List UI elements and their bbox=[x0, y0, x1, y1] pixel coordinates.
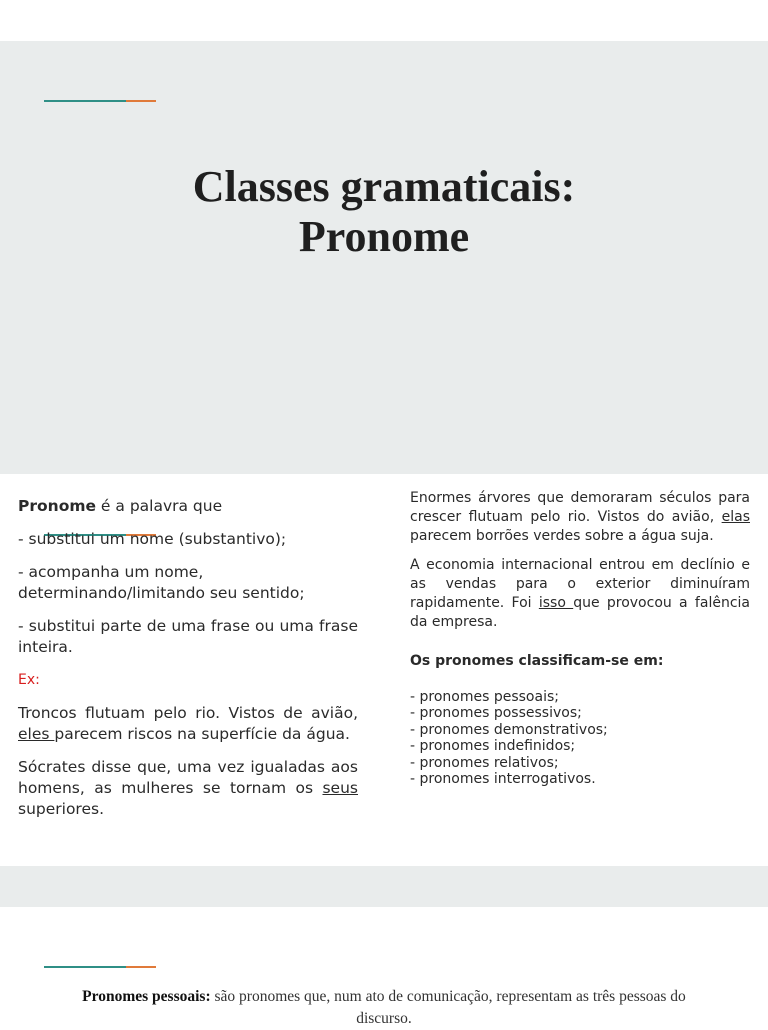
example-sentence: Sócrates disse que, uma vez igualadas aos homens, as mulheres se tornam os seus superiores. bbox=[18, 758, 358, 818]
slide-separator bbox=[0, 866, 768, 907]
personal-pronouns-definition: Pronomes pessoais: são pronomes que, num ato de comunicação, representam as três pessoas do discurso. bbox=[82, 988, 686, 1027]
definition-column bbox=[18, 496, 358, 832]
definition-item: - substitui parte de uma frase ou uma frase inteira. bbox=[18, 617, 358, 656]
example-sentence: Troncos flutuam pelo rio. Vistos de avião, eles parecem riscos na superfície da água. bbox=[18, 704, 358, 743]
definition-item: - substitui um nome (substantivo); bbox=[18, 530, 287, 548]
example-label: Ex: bbox=[18, 672, 40, 688]
slide3-accent-line bbox=[44, 966, 156, 968]
underlined-pronoun: isso bbox=[538, 595, 574, 611]
title-line-2: Pronome bbox=[298, 212, 470, 261]
title-accent-line bbox=[44, 100, 156, 102]
slide-title bbox=[0, 162, 768, 262]
definition-item: - acompanha um nome, determinando/limitando seu sentido; bbox=[18, 563, 305, 602]
underlined-pronoun: seus bbox=[322, 779, 358, 797]
underlined-pronoun: elas bbox=[721, 509, 750, 525]
list-item: - pronomes demonstrativos; bbox=[410, 721, 608, 738]
list-item: - pronomes possessivos; bbox=[410, 705, 582, 722]
list-item: - pronomes interrogativos. bbox=[410, 771, 596, 788]
classification-heading: Os pronomes classificam-se em: bbox=[410, 653, 664, 669]
list-item: - pronomes indefinidos; bbox=[410, 738, 576, 755]
term-pronome: Pronome bbox=[18, 497, 96, 515]
personal-pronouns-label: Pronomes pessoais: bbox=[82, 988, 211, 1005]
definition-intro: Pronome é a palavra que bbox=[18, 497, 223, 515]
example-paragraph: A economia internacional entrou em declínio e as vendas para o exterior diminuíram rapidamente. Foi isso que provocou a falência da empresa. bbox=[410, 557, 750, 630]
classification-list bbox=[410, 689, 750, 787]
list-item: - pronomes relativos; bbox=[410, 754, 559, 771]
examples-column bbox=[410, 489, 750, 787]
example-paragraph: Enormes árvores que demoraram séculos para crescer flutuam pelo rio. Vistos do avião, elas parecem borrões verdes sobre a água suja. bbox=[410, 490, 750, 544]
list-item: - pronomes pessoais; bbox=[410, 689, 559, 705]
underlined-pronoun: eles bbox=[18, 725, 55, 743]
title-line-1: Classes gramaticais: bbox=[192, 162, 576, 211]
